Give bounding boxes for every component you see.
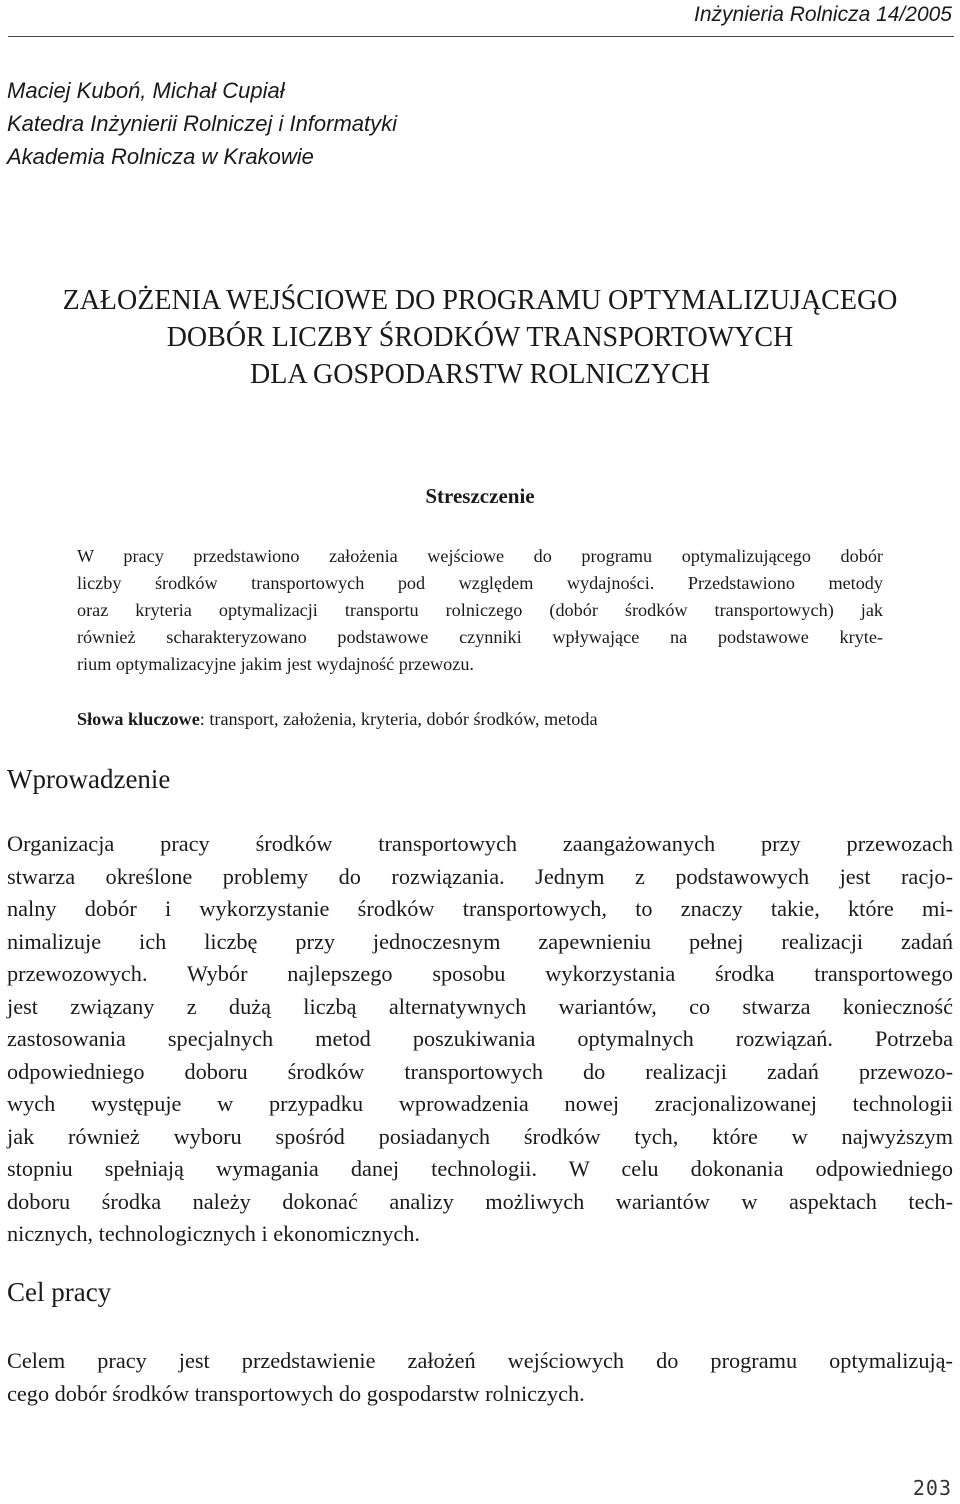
author-block	[7, 74, 397, 173]
keywords-label: Słowa kluczowe	[77, 709, 200, 729]
paragraph-line: nimalizuje ich liczbę przy jednoczesnym zapewnieniu pełnej realizacji zadań	[7, 928, 953, 954]
paragraph-line: jak również wyboru spośród posiadanych środków tych, które w najwyższym	[7, 1123, 953, 1149]
paragraph-line: stopniu spełniają wymagania danej technologii. W celu dokonania odpowiedniego	[7, 1156, 953, 1181]
keywords-list: : transport, założenia, kryteria, dobór środków, metoda	[199, 709, 598, 729]
author-names: Maciej Kuboń, Michał Cupiał	[7, 78, 285, 103]
abstract-line: rium optymalizacyjne jakim jest wydajność przewozu.	[77, 654, 474, 674]
paragraph-line: zastosowania specjalnych metod poszukiwania optymalnych rozwiązań. Potrzeba	[7, 1026, 953, 1051]
intro-paragraph	[7, 828, 953, 1251]
section-heading-intro: Wprowadzenie	[7, 764, 171, 794]
abstract-line: W pracy przedstawiono założenia wejściowe do programu optymalizującego dobór	[77, 546, 883, 566]
paragraph-line: Organizacja pracy środków transportowych zaangażowanych przy przewozach	[7, 831, 953, 856]
paragraph-line: przewozowych. Wybór najlepszego sposobu wykorzystania środka transportowego	[7, 961, 953, 986]
abstract-text	[77, 543, 883, 678]
paragraph-line: Celem pracy jest przedstawienie założeń wejściowych do programu optymalizują-	[7, 1348, 953, 1373]
page-number: 203	[912, 1476, 952, 1500]
title-line: DLA GOSPODARSTW ROLNICZYCH	[250, 359, 710, 390]
paragraph-line: wych występuje w przypadku wprowadzenia nowej zracjonalizowanej technologii	[7, 1091, 953, 1116]
paragraph-line: cego dobór środków transportowych do gospodarstw rolniczych.	[7, 1380, 585, 1406]
abstract-line: oraz kryteria optymalizacji transportu rolniczego (dobór środków transportowych) jak	[77, 600, 883, 620]
author-department: Katedra Inżynierii Rolniczej i Informatyki	[7, 111, 398, 136]
section-heading-aim: Cel pracy	[7, 1277, 112, 1307]
abstract-heading: Streszczenie	[425, 484, 535, 508]
journal-header: Inżynieria Rolnicza 14/2005	[694, 3, 952, 26]
paper-title	[0, 282, 960, 393]
paragraph-line: nicznych, technologicznych i ekonomicznych.	[7, 1221, 420, 1246]
header-rule	[8, 36, 954, 37]
paragraph-line: stwarza określone problemy do rozwiązania. Jednym z podstawowych jest racjo-	[7, 863, 953, 889]
paragraph-line: odpowiedniego doboru środków transportowych do realizacji zadań przewozo-	[7, 1058, 953, 1084]
paragraph-line: nalny dobór i wykorzystanie środków transportowych, to znaczy takie, które mi-	[7, 896, 953, 921]
abstract-line: liczby środków transportowych pod względem wydajności. Przedstawiono metody	[77, 573, 883, 593]
aim-paragraph	[7, 1345, 953, 1410]
abstract-line: również scharakteryzowano podstawowe czynniki wpływające na podstawowe kryte-	[77, 627, 883, 647]
author-institution: Akademia Rolnicza w Krakowie	[7, 144, 314, 169]
keywords	[77, 706, 598, 733]
title-line: ZAŁOŻENIA WEJŚCIOWE DO PROGRAMU OPTYMALIZUJĄCEGO	[62, 285, 898, 316]
title-line: DOBÓR LICZBY ŚRODKÓW TRANSPORTOWYCH	[166, 322, 794, 353]
paragraph-line: jest związany z dużą liczbą alternatywnych wariantów, co stwarza konieczność	[7, 993, 953, 1019]
paragraph-line: doboru środka należy dokonać analizy możliwych wariantów w aspektach tech-	[7, 1188, 953, 1214]
